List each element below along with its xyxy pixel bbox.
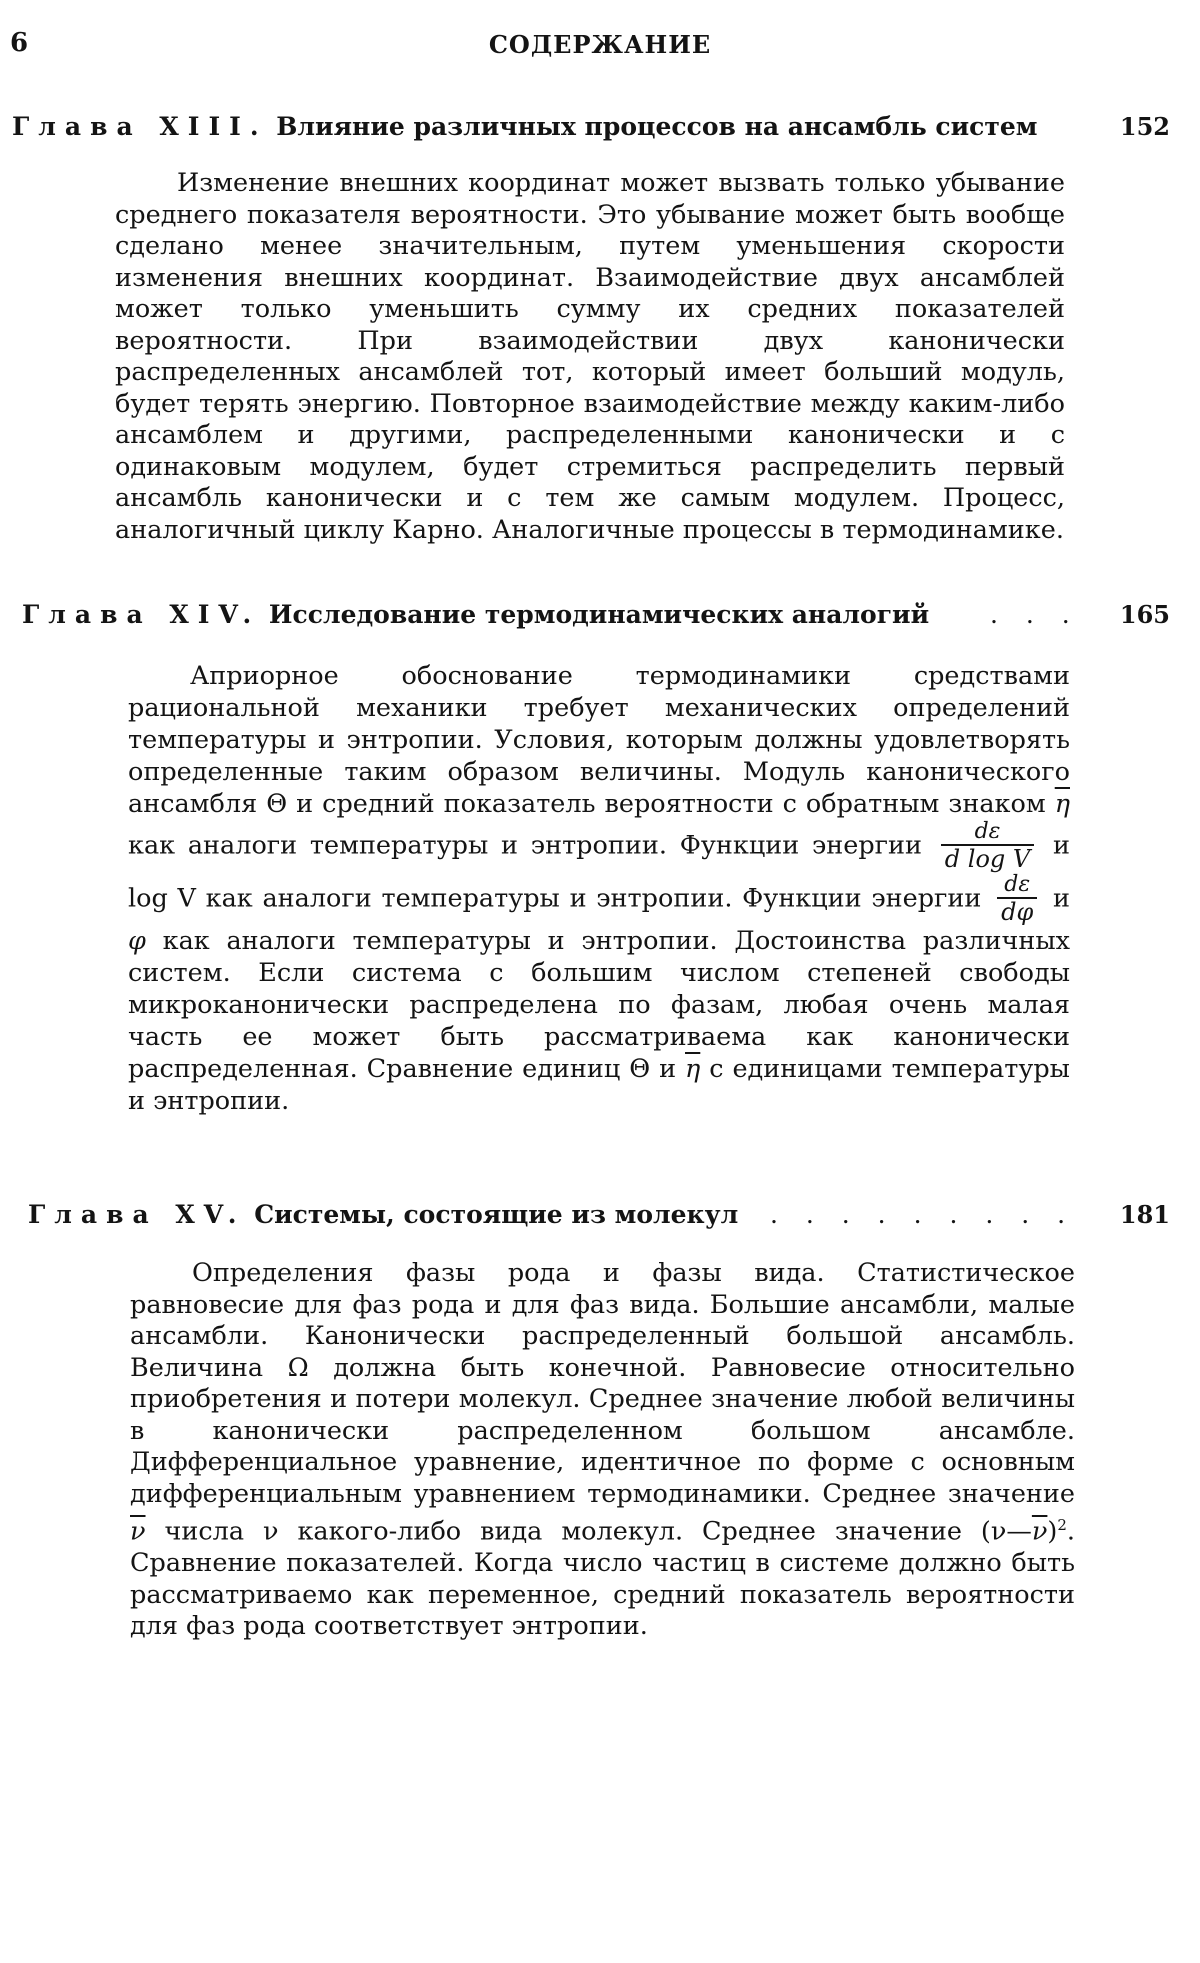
chapter-label: Глава XIV. (22, 600, 261, 629)
fraction-denominator: d log V (944, 845, 1031, 874)
phi-symbol: φ (128, 926, 146, 957)
fraction-numerator: dε (997, 873, 1037, 899)
summary-text: как аналоги температуры и энтропии. Функции энергии (128, 830, 923, 861)
fraction-de-dphi (997, 873, 1037, 926)
running-head (0, 28, 1200, 68)
summary-text: . Сравнение показателей. Когда число частиц в системе должно быть рассматриваемо как переменное, средний показатель вероятности для фаз рода соответствует энтропии. (130, 1516, 1076, 1641)
chapter-title: Влияние различных процессов на ансамбль систем (276, 112, 1038, 141)
nu-bar-symbol: $\overline{\nu}$ (1031, 1516, 1048, 1547)
chapter-title: Системы, состоящие из молекул (254, 1200, 739, 1229)
chapter-heading[interactable] (0, 1200, 1200, 1240)
chapter-summary (115, 168, 1065, 546)
chapter-page-number: 165 (1119, 600, 1170, 629)
chapter-leader-dots: . . . (990, 600, 1080, 629)
chapter-page-number: 181 (1119, 1200, 1170, 1229)
summary-text: и log V как аналоги температуры и энтропии. Функции энергии (128, 830, 1070, 913)
chapter-leader-dots: . . . . . . . . . (770, 1200, 1076, 1229)
summary-text: как аналоги температуры и энтропии. Достоинства различных систем. Если система с большим числом степеней свободы микроканонически распределена по фазам, любая очень малая часть ее может быть рассматриваема как канонически распределенная. Сравнение единиц Θ и (128, 926, 1070, 1085)
chapter-heading[interactable] (0, 600, 1200, 640)
chapter-summary (130, 1258, 1075, 1643)
summary-text: Априорное обоснование термодинамики средствами рациональной механики требует механических определений температуры и энтропии. Условия, которым должны удовлетворять определенные таким образом величины. Модуль канонического ансамбля Θ и средний показатель вероятности с обратным знаком (128, 661, 1070, 819)
chapter-label: Глава XIII. (12, 112, 268, 141)
nu-bar-symbol: $\overline{\nu}$ (130, 1516, 146, 1547)
chapter-label: Глава XV. (28, 1200, 246, 1229)
summary-text: с единицами температуры и энтропии. (128, 1054, 1070, 1117)
superscript-two: 2 (1057, 1516, 1067, 1534)
chapter-xv (0, 1200, 1200, 1643)
fraction-denominator: dφ (1001, 897, 1034, 926)
eta-bar-symbol: $\overline{\eta}$ (685, 1054, 701, 1085)
summary-text: и (1053, 882, 1071, 913)
page-number: 6 (10, 28, 29, 58)
chapter-title: Исследование термодинамических аналогий (268, 600, 930, 629)
fraction-numerator: dε (941, 820, 1034, 846)
summary-text: ) (1047, 1516, 1058, 1547)
summary-text: Определения фазы рода и фазы вида. Статистическое равновесие для фаз рода и для фаз вида. Большие ансамбли, малые ансамбли. Канонически распределенный большой ансамбль. Величина Ω должна быть конечной. Равновесие относительно приобретения и потери молекул. Среднее значение любой величины в канонически распределенном большом ансамбле. Дифференциальное уравнение, идентичное по форме с основным дифференциальным уравнением термодинамики. Среднее значение (130, 1258, 1075, 1509)
chapter-xiv (0, 600, 1200, 1117)
summary-text: числа ν какого-либо вида молекул. Среднее значение (ν— (164, 1516, 1032, 1547)
running-head-title: СОДЕРЖАНИЕ (488, 30, 712, 59)
summary-text: Изменение внешних координат может вызвать только убывание среднего показателя вероятности. Это убывание может быть вообще сделано менее значительным, путем уменьшения скорости изменения внешних координат. Взаимодействие двух ансамблей может только уменьшить сумму их средних показателей вероятности. При взаимодействии двух канонически распределенных ансамблей тот, который имеет больший модуль, будет терять энергию. Повторное взаимодействие между каким-либо ансамблем и другими, распределенными канонически и с одинаковым модулем, будет стремиться распределить первый ансамбль канонически и с тем же самым модулем. Процесс, аналогичный циклу Карно. Аналогичные процессы в термодинамике. (115, 168, 1065, 545)
chapter-xiii (0, 112, 1200, 546)
chapter-summary (128, 660, 1070, 1117)
chapter-page-number: 152 (1119, 112, 1170, 141)
fraction-de-dlogv (941, 820, 1034, 873)
chapter-heading[interactable] (0, 112, 1200, 152)
eta-bar-symbol: $\overline{\eta}$ (1054, 789, 1070, 819)
